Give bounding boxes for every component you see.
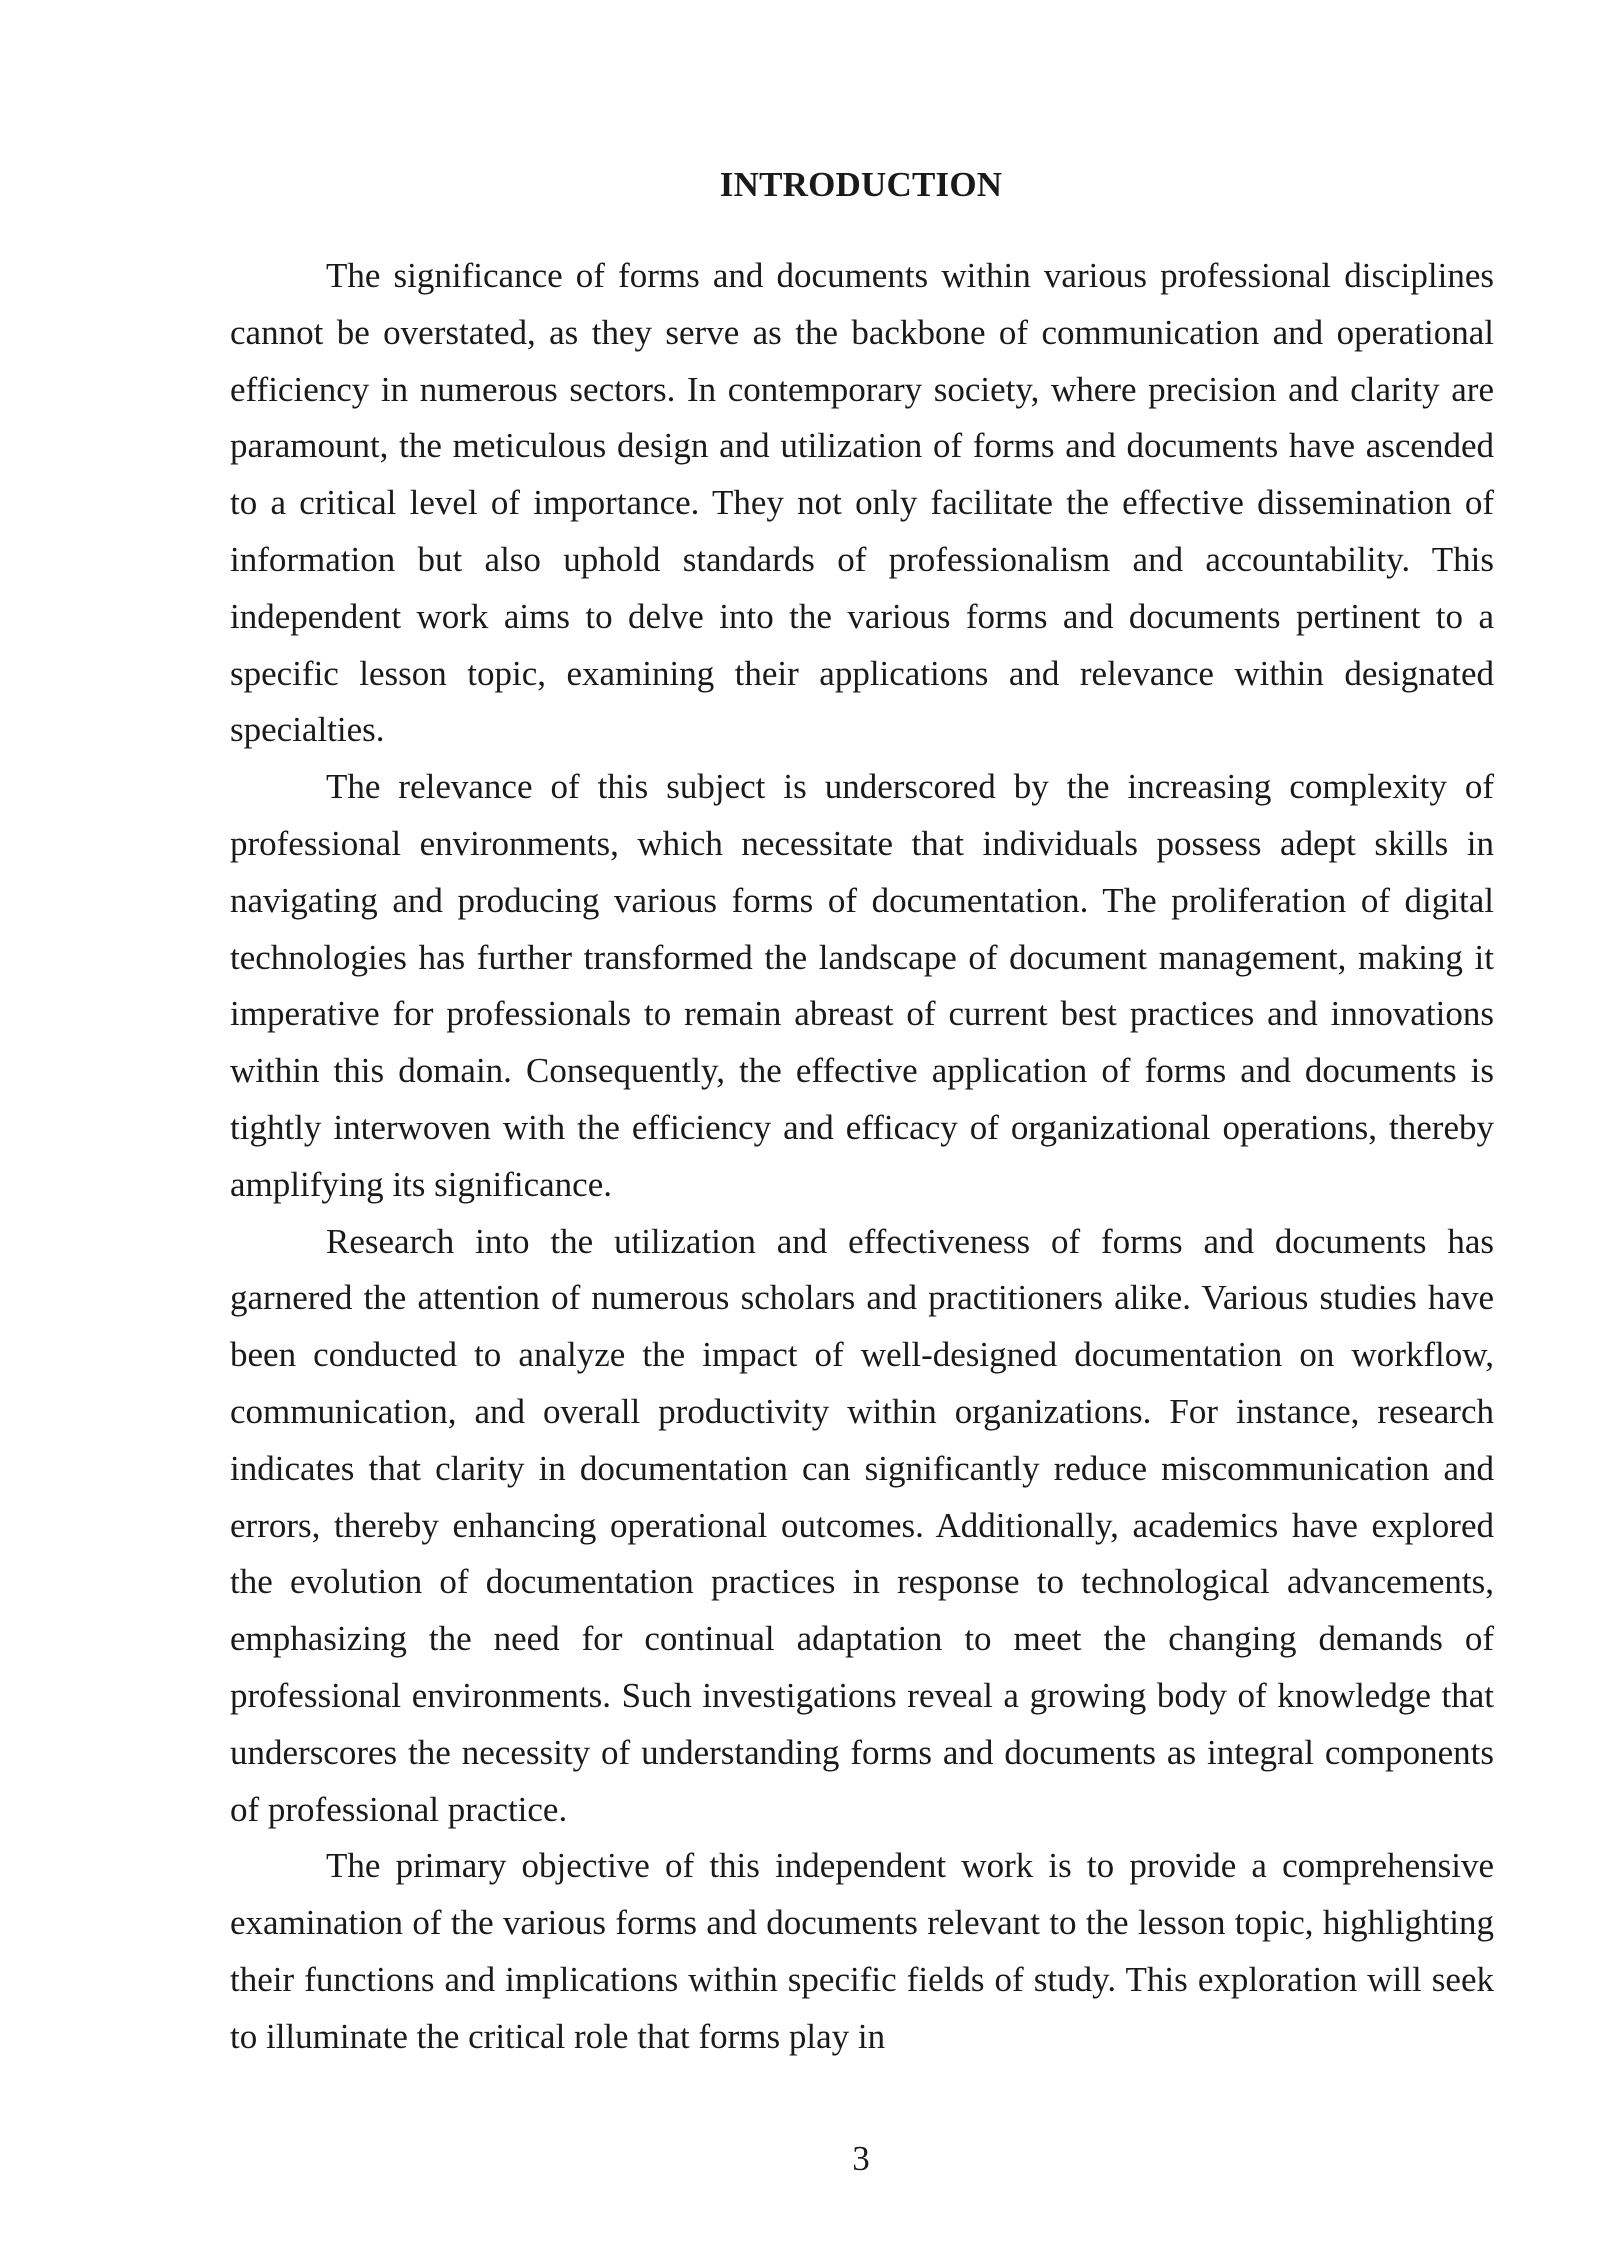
paragraph-1: The significance of forms and documents within various professional disciplines cannot be overstated, as they serve as the backbone of communication and operational efficiency in numerous sectors. In contemporary society, where precision and clarity are paramount, the meticulous design and utilization of forms and documents have ascended to a critical level of importance. They not only facilitate the effective dissemination of information but also uphold standards of professionalism and accountability. This independent work aims to delve into the various forms and documents pertinent to a specific lesson topic, examining their applications and relevance within designated specialties. xyxy=(230,256,1494,750)
page-number: 3 xyxy=(852,2139,870,2178)
paragraph-4: The primary objective of this independent work is to provide a comprehensive examination of the various forms and documents relevant to the lesson topic, highlighting their functions and implications within specific fields of study. This exploration will seek to illuminate the critical role that forms play in xyxy=(230,1846,1494,2056)
paragraph-2: The relevance of this subject is underscored by the increasing complexity of professional environments, which necessitate that individuals possess adept skills in navigating and producing various forms of documentation. The proliferation of digital technologies has further transformed the landscape of document management, making it imperative for professionals to remain abreast of current best practices and innovations within this domain. Consequently, the effective application of forms and documents is tightly interwoven with the efficiency and efficacy of organizational operations, thereby amplifying its significance. xyxy=(230,767,1494,1204)
paragraph-3: Research into the utilization and effectiveness of forms and documents has garnered the attention of numerous scholars and practitioners alike. Various studies have been conducted to analyze the impact of well-designed documentation on workflow, communication, and overall productivity within organizations. For instance, research indicates that clarity in documentation can significantly reduce miscommunication and errors, thereby enhancing operational outcomes. Additionally, academics have explored the evolution of documentation practices in response to technological advancements, emphasizing the need for continual adaptation to meet the changing demands of professional environments. Such investigations reveal a growing body of knowledge that underscores the necessity of understanding forms and documents as integral components of professional practice. xyxy=(230,1221,1494,1829)
section-title: INTRODUCTION xyxy=(719,165,1003,204)
body-text xyxy=(230,248,1494,2066)
